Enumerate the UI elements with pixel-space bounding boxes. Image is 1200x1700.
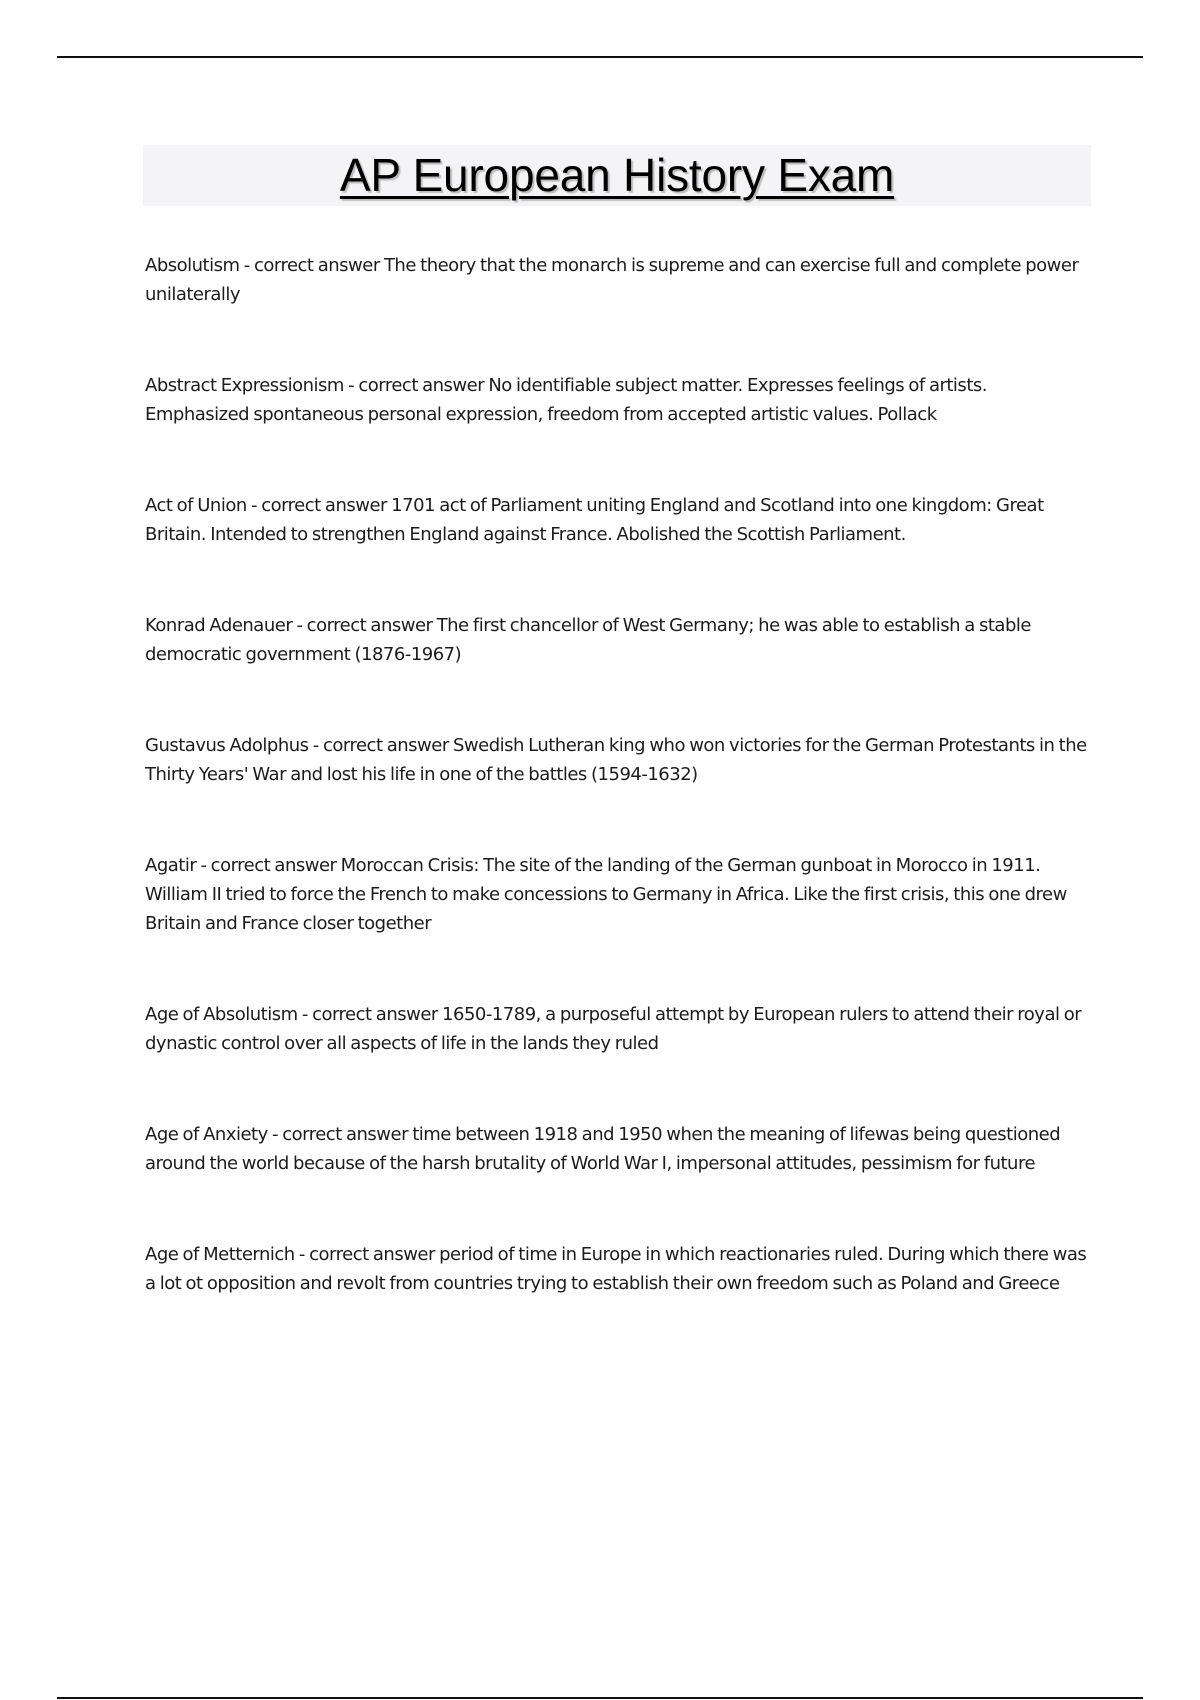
entry [145, 851, 1095, 938]
entry-definition: The theory that the monarch is supreme and can exercise full and complete power unilaterally [145, 255, 1079, 305]
entry-term: Absolutism [145, 255, 240, 276]
entry-separator: - correct answer [239, 255, 384, 276]
entry [145, 251, 1095, 309]
entry-definition: period of time in Europe in which reactionaries ruled. During which there was a lot ot opposition and revolt from countries trying to establish their own freedom such as Poland and Greece [145, 1244, 1087, 1294]
entry [145, 491, 1095, 549]
entry-separator: - correct answer [246, 495, 392, 516]
entry-term: Act of Union [145, 495, 247, 516]
entry-term: Agatir [145, 855, 197, 876]
entry-list [145, 251, 1095, 1360]
entry [145, 1000, 1095, 1058]
entry-definition: time between 1918 and 1950 when the meaning of lifewas being questioned around the world because of the harsh brutality of World War I, impersonal attitudes, pessimism for future [145, 1124, 1061, 1174]
entry-separator: - correct answer [292, 615, 437, 636]
entry-separator: - correct answer [196, 855, 341, 876]
entry [145, 1240, 1095, 1298]
page-title: AP European History Exam [339, 149, 895, 201]
entry-definition: Moroccan Crisis: The site of the landing of the German gunboat in Morocco in 1911. William II tried to force the French to make concessions to Germany in Africa. Like the first crisis, this one drew Britain and France closer together [145, 855, 1067, 934]
entry-definition: No identifiable subject matter. Expresses feelings of artists. Emphasized spontaneous personal expression, freedom from accepted artistic values. Pollack [145, 375, 987, 425]
entry-term: Gustavus Adolphus [145, 735, 309, 756]
bottom-rule [57, 1697, 1143, 1699]
entry [145, 611, 1095, 669]
entry-term: Konrad Adenauer [145, 615, 293, 636]
entry [145, 371, 1095, 429]
entry-term: Age of Absolutism [145, 1004, 298, 1025]
entry-separator: - correct answer [294, 1244, 440, 1265]
entry [145, 731, 1095, 789]
entry-term: Age of Metternich [145, 1244, 295, 1265]
entry-term: Abstract Expressionism [145, 375, 344, 396]
entry-definition: 1650-1789, a purposeful attempt by European rulers to attend their royal or dynastic control over all aspects of life in the lands they ruled [145, 1004, 1082, 1054]
entry-separator: - correct answer [297, 1004, 443, 1025]
top-rule [57, 56, 1143, 58]
entry-definition: The first chancellor of West Germany; he was able to establish a stable democratic government (1876-1967) [145, 615, 1031, 665]
entry-definition: 1701 act of Parliament uniting England and Scotland into one kingdom: Great Britain. Intended to strengthen England against France. Abolished the Scottish Parliament. [145, 495, 1044, 545]
title-banner [143, 145, 1091, 206]
entry-separator: - correct answer [308, 735, 453, 756]
entry [145, 1120, 1095, 1178]
entry-definition: Swedish Lutheran king who won victories for the German Protestants in the Thirty Years' War and lost his life in one of the battles (1594-1632) [145, 735, 1087, 785]
entry-term: Age of Anxiety [145, 1124, 268, 1145]
entry-separator: - correct answer [267, 1124, 413, 1145]
entry-separator: - correct answer [343, 375, 489, 396]
